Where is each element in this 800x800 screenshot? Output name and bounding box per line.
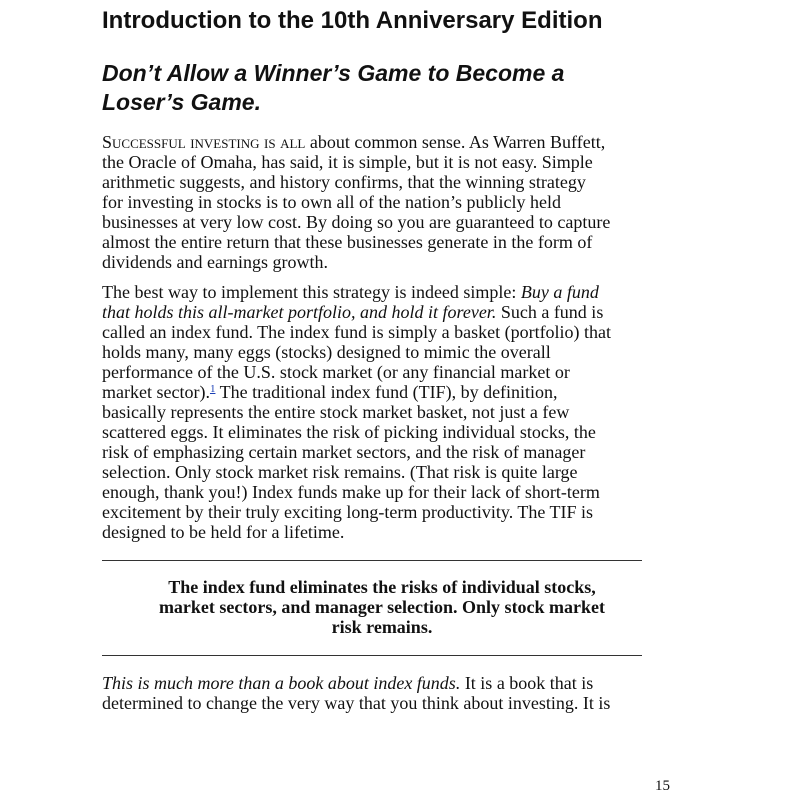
pullquote-top-rule	[102, 560, 642, 561]
small-caps-lead-in: Successful investing is all	[102, 132, 306, 152]
chapter-subtitle	[102, 59, 662, 117]
paragraph-line: risk of emphasizing certain market sectors, and the risk of manager	[102, 442, 586, 462]
paragraph-line	[102, 282, 650, 302]
paragraph-text: about common sense. As Warren Buffett,	[305, 132, 606, 152]
paragraph-line	[102, 673, 650, 693]
chapter-title: Introduction to the 10th Anniversary Edition	[102, 7, 603, 34]
page-number: 15	[655, 778, 670, 794]
paragraph-line: dividends and earnings growth.	[102, 252, 328, 272]
pull-quote-line: The index fund eliminates the risks of individual stocks,	[168, 577, 596, 597]
subtitle-line: Don’t Allow a Winner’s Game to Become a	[102, 60, 565, 86]
paragraph-line: almost the entire return that these businesses generate in the form of	[102, 232, 593, 252]
paragraph-text: The best way to implement this strategy is indeed simple:	[102, 282, 521, 302]
pull-quote-line: risk remains.	[331, 617, 433, 637]
paragraph-line: for investing in stocks is to own all of the nation’s publicly held	[102, 192, 561, 212]
paragraph-text: The traditional index fund (TIF), by definition,	[215, 382, 558, 402]
paragraph-line: arithmetic suggests, and history confirms, that the winning strategy	[102, 172, 586, 192]
subtitle-line: Loser’s Game.	[102, 89, 261, 115]
pull-quote	[102, 577, 662, 637]
paragraph-line: determined to change the very way that you think about investing. It is	[102, 693, 611, 713]
emphasis-text: This is much more than a book about index funds.	[102, 673, 461, 693]
paragraph-text: Such a fund is	[496, 302, 604, 322]
paragraph-line: holds many, many eggs (stocks) designed to mimic the overall	[102, 342, 551, 362]
paragraph-text: market sector).	[102, 382, 210, 402]
paragraph-line: scattered eggs. It eliminates the risk of picking individual stocks, the	[102, 422, 596, 442]
paragraph-line: selection. Only stock market risk remains. (That risk is quite large	[102, 462, 578, 482]
emphasis-text: Buy a fund	[520, 282, 599, 302]
paragraph-line: performance of the U.S. stock market (or any financial market or	[102, 362, 570, 382]
body-paragraph-1	[102, 132, 650, 272]
footnote-link[interactable]: 1	[209, 383, 216, 395]
paragraph-line	[102, 302, 650, 322]
body-paragraph-2	[102, 282, 650, 542]
paragraph-line: the Oracle of Omaha, has said, it is simple, but it is not easy. Simple	[102, 152, 593, 172]
body-paragraph-3	[102, 673, 650, 713]
paragraph-text: It is a book that is	[460, 673, 594, 693]
paragraph-line: excitement by their truly exciting long-term productivity. The TIF is	[102, 502, 594, 522]
paragraph-line: called an index fund. The index fund is simply a basket (portfolio) that	[102, 322, 612, 342]
paragraph-line: businesses at very low cost. By doing so you are guaranteed to capture	[102, 212, 611, 232]
pullquote-bottom-rule	[102, 655, 642, 656]
paragraph-line	[102, 132, 650, 152]
emphasis-text: that holds this all-market portfolio, and hold it forever.	[102, 302, 497, 322]
paragraph-line: designed to be held for a lifetime.	[102, 522, 345, 542]
pull-quote-line: market sectors, and manager selection. Only stock market	[158, 597, 606, 617]
paragraph-line: basically represents the entire stock market basket, not just a few	[102, 402, 570, 422]
paragraph-line: enough, thank you!) Index funds make up for their lack of short-term	[102, 482, 600, 502]
paragraph-line	[102, 382, 650, 402]
